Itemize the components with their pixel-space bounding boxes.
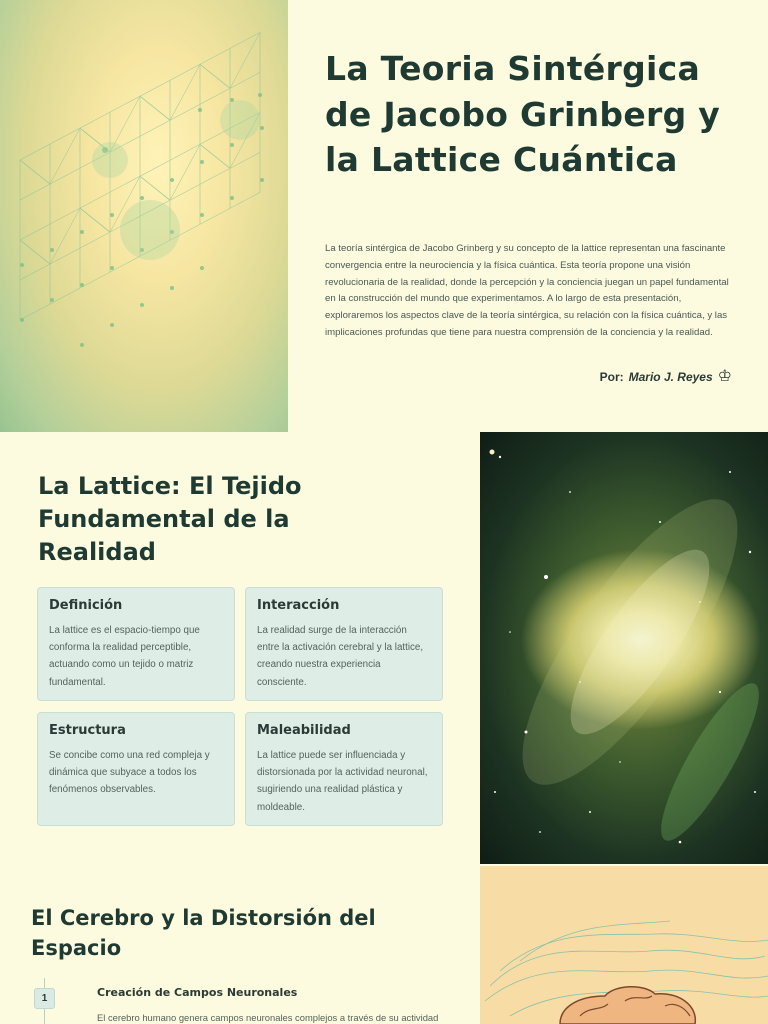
page-title: La Teoria Sintérgica de Jacobo Grinberg y la Lattice Cuántica (325, 49, 721, 179)
galaxy-illustration (480, 432, 768, 864)
card-title: Interacción (257, 598, 340, 613)
card-maleabilidad (245, 712, 443, 826)
step-text: El cerebro humano genera campos neuronales complejos a través de su actividad (97, 1012, 439, 1023)
card-text: Se concibe como una red compleja y dinámica que subyace a todos los fenómenos observables. (49, 750, 210, 796)
card-interaccion (245, 587, 443, 701)
step-number-badge: 1 (34, 988, 55, 1009)
card-text: La lattice puede ser influenciada y distorsionada por la actividad neuronal, sugiriendo una realidad plástica y moldeable. (257, 750, 428, 813)
author-line (600, 369, 732, 385)
card-title: Estructura (49, 723, 126, 738)
step-title: Creación de Campos Neuronales (97, 986, 298, 999)
intro-paragraph: La teoría sintérgica de Jacobo Grinberg y su concepto de la lattice representan una fascinante convergencia entre la neurociencia y la física cuántica. Esta teoría propone una visión revolucionaria de la realidad, donde la percepción y la conciencia juegan un papel fundamental en la construcción del mundo que experimentamos. A lo largo de esta presentación, exploraremos los aspectos clave de la teoría sintérgica, su relación con la física cuántica, y las implicaciones profundas que tiene para nuestra comprensión de la conciencia y la realidad. (325, 243, 729, 338)
lattice-section-title: La Lattice: El Tejido Fundamental de la Realidad (38, 472, 302, 566)
card-estructura (37, 712, 235, 826)
lattice-network-illustration (0, 0, 288, 432)
crown-icon: ♔ (717, 368, 732, 385)
card-definicion (37, 587, 235, 701)
card-title: Definición (49, 598, 123, 613)
card-text: La lattice es el espacio-tiempo que conforma la realidad perceptible, actuando como un tejido o matriz fundamental. (49, 625, 200, 688)
author-name: Mario J. Reyes (628, 370, 713, 384)
brain-illustration (480, 866, 768, 1024)
brain-section-title: El Cerebro y la Distorsión del Espacio (31, 906, 376, 960)
card-title: Maleabilidad (257, 723, 351, 738)
card-text: La realidad surge de la interacción entre la activación cerebral y la lattice, creando nuestra experiencia consciente. (257, 625, 424, 688)
author-prefix: Por: (599, 370, 624, 384)
